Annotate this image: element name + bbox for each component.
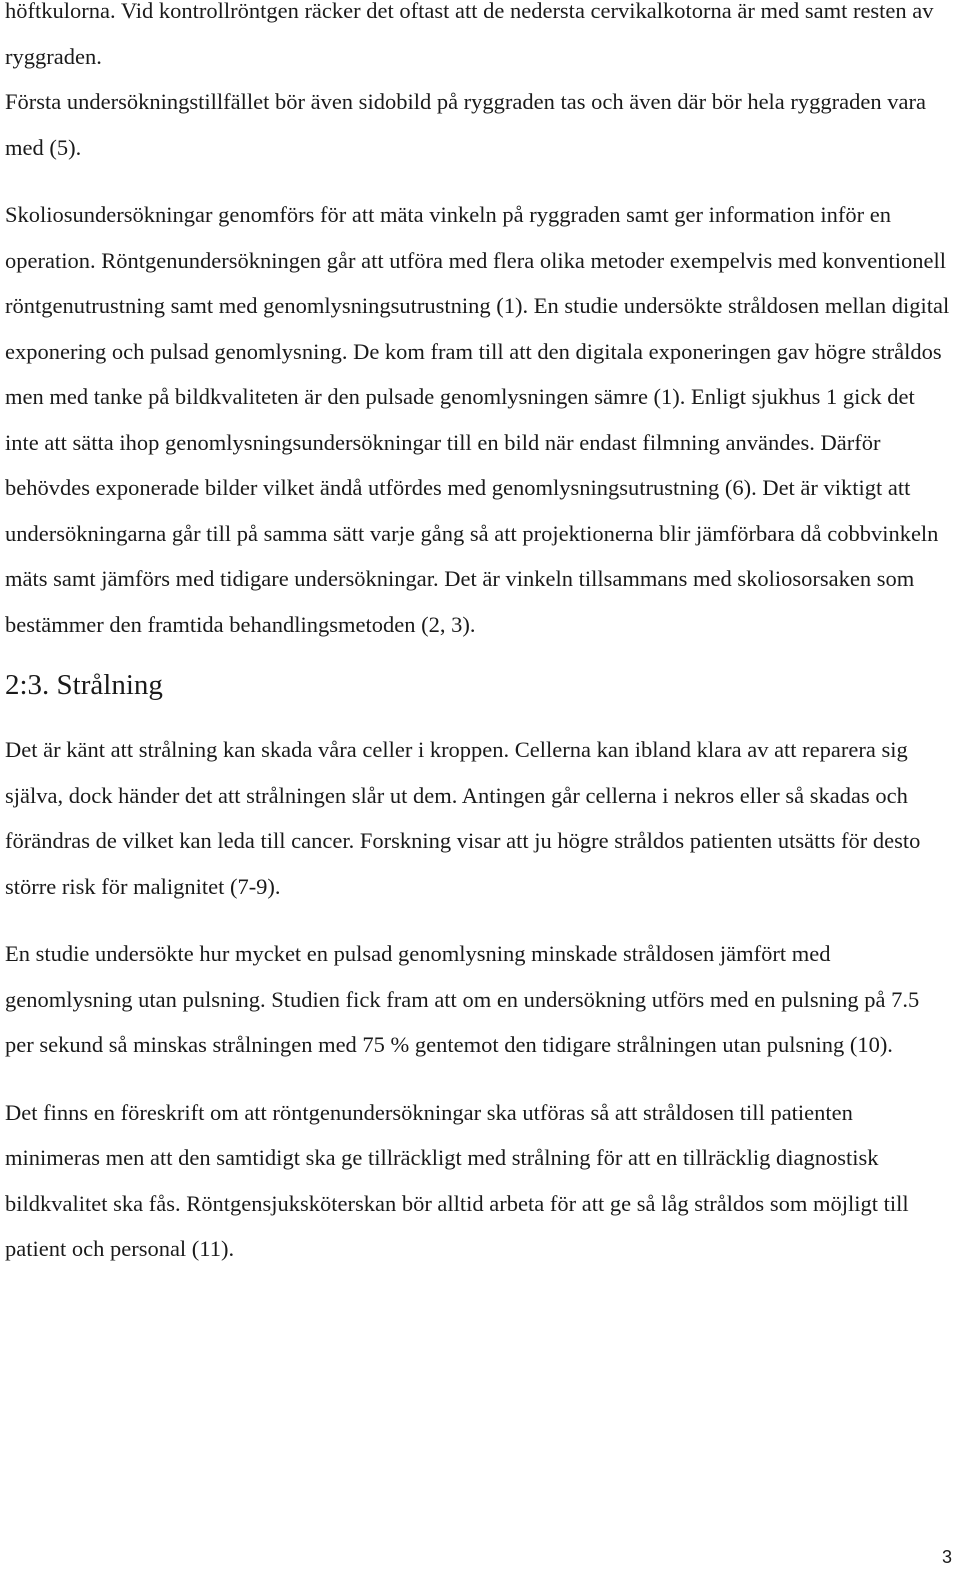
paragraph-gap: [5, 170, 950, 192]
paragraph-gap: [5, 909, 950, 931]
paragraph-cervical: höftkulorna. Vid kontrollröntgen räcker det oftast att de nedersta cervikalkotorna är med samt resten av ryggraden.: [5, 0, 934, 69]
page-number: 3: [941, 1547, 952, 1567]
paragraph-first-exam: Första undersökningstillfället bör även sidobild på ryggraden tas och även där bör hela ryggraden vara med (5).: [5, 89, 926, 160]
paragraph-radiation-damage: Det är känt att strålning kan skada våra celler i kroppen. Cellerna kan ibland klara av att reparera sig själva, dock händer det att strålningen slår ut dem. Antingen går cellerna i nekros eller så skadas och förändras de vilket kan leda till cancer. Forskning visar att ju högre stråldos patienten utsätts för desto större risk för malignitet (7-9).: [5, 737, 921, 899]
paragraph-gap: [5, 1068, 950, 1090]
paragraph-scoliosis-exams: Skoliosundersökningar genomförs för att mäta vinkeln på ryggraden samt ger information inför en operation. Röntgenundersökningen går att utföra med flera olika metoder exempelvis med konventionell röntgenutrustning samt med genomlysningsutrustning (1). En studie undersökte stråldosen mellan digital exponering och pulsad genomlysning. De kom fram till att den digitala exponeringen gav högre stråldos men med tanke på bildkvaliteten är den pulsade genomlysningen sämre (1). Enligt sjukhus 1 gick det inte att sätta ihop genomlysningsundersökningar till en bild när endast filmning användes. Därför behövdes exponerade bilder vilket ändå utfördes med genomlysningsutrustning (6). Det är viktigt att undersökningarna går till på samma sätt varje gång så att projektionerna blir jämförbara då cobbvinkeln mäts samt jämförs med tidigare undersökningar. Det är vinkeln tillsammans med skoliosorsaken som bestämmer den framtida behandlingsmetoden (2, 3).: [5, 202, 950, 637]
document-page: [5, 0, 950, 1272]
section-heading: 2:3. Strålning: [5, 669, 163, 701]
paragraph-pulsed-fluoroscopy: En studie undersökte hur mycket en pulsad genomlysning minskade stråldosen jämfört med genomlysning utan pulsning. Studien fick fram att om en undersökning utförs med en pulsning på 7.5 per sekund så minskas strålningen med 75 % gentemot den tidigare strålningen utan pulsning (10).: [5, 941, 920, 1057]
paragraph-regulation: Det finns en föreskrift om att röntgenundersökningar ska utföras så att stråldosen till patienten minimeras men att den samtidigt ska ge tillräckligt med strålning för att en tillräcklig diagnostisk bildkvalitet ska fås. Röntgensjuksköterskan bör alltid arbeta för att ge så låg stråldos som möjligt till patient och personal (11).: [5, 1099, 909, 1261]
